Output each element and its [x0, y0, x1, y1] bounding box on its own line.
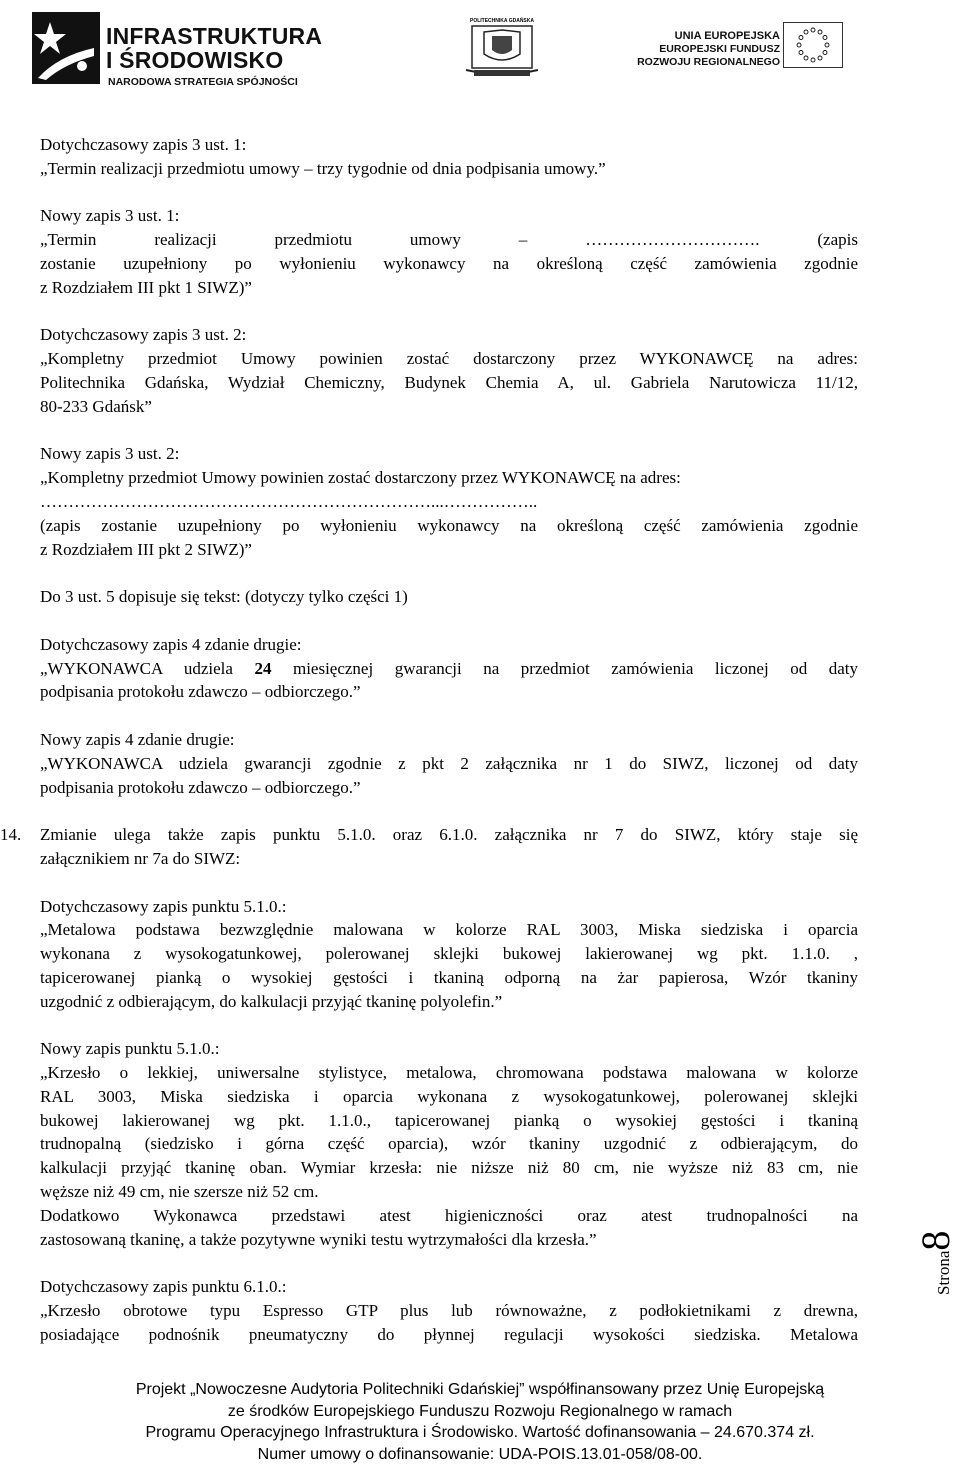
infrastruktura-logo: [28, 8, 323, 88]
text-line: Nowy zapis 3 ust. 2:: [40, 444, 180, 464]
spacer: [40, 799, 858, 823]
footer-line-4: Numer umowy o dofinansowanie: UDA-POIS.13.01-058/08-00.: [257, 1445, 703, 1463]
text-line: „Termin realizacji przedmiotu umowy – trzy tygodnie od dnia podpisania umowy.”: [40, 158, 606, 178]
text-line: 80-233 Gdańsk”: [40, 396, 152, 416]
logo-title-line-2: I ŚRODOWISKO: [106, 47, 284, 73]
text-line: kalkulacji przyjąć tkaninę oban. Wymiar krzesła: nie niższe niż 80 cm, nie wyższe niż 83 cm, nie: [40, 1158, 858, 1178]
list-item-text: [40, 823, 858, 871]
text-line: Nowy zapis 3 ust. 1:: [40, 206, 180, 226]
text-line: Do 3 ust. 5 dopisuje się tekst: (dotyczy tylko części 1): [40, 587, 408, 607]
text-line: (zapis zostanie uzupełniony po wyłonieniu wykonawcy na określoną część zamówienia zgodnie: [40, 515, 858, 535]
spacer: [40, 561, 858, 585]
text-line: posiadające podnośnik pneumatyczny do płynnej regulacji wysokości siedziska. Metalowa: [40, 1324, 858, 1344]
footer-line-2: ze środków Europejskiego Funduszu Rozwoju Regionalnego w ramach: [227, 1402, 733, 1420]
text-line: bukowej lakierowanej wg pkt. 1.1.0., tapicerowanej pianką o wysokiej gęstości i tkaniną: [40, 1110, 858, 1130]
university-seal: [462, 20, 542, 80]
text-line: Politechnika Gdańska, Wydział Chemiczny, Budynek Chemia A, ul. Gabriela Narutowicza 11/12,: [40, 372, 858, 392]
footer-line-3: Programu Operacyjnego Infrastruktura i Środowisko. Wartość dofinansowania – 24.670.374 zł.: [145, 1424, 815, 1441]
text-run: miesięcznej gwarancji na przedmiot zamówienia liczonej od daty: [271, 658, 858, 678]
text-line: „Kompletny przedmiot Umowy powinien zostać dostarczony przez WYKONAWCĘ na adres:: [40, 468, 681, 488]
list-number: 14.: [0, 825, 22, 845]
page-header: [0, 0, 960, 100]
text-line: Dotychczasowy zapis punktu 6.1.0.:: [40, 1277, 287, 1297]
eu-line-1: UNIA EUROPEJSKA: [674, 30, 780, 42]
logo-title-line-1: INFRASTRUKTURA: [106, 23, 323, 49]
footer-line-1: Projekt „Nowoczesne Audytoria Politechniki Gdańskiej” współfinansowany przez Unię Europejską: [135, 1381, 825, 1398]
eu-fund-logo-text: [632, 30, 780, 69]
eu-line-3: ROZWOJU REGIONALNEGO: [637, 56, 780, 68]
text-line: „WYKONAWCA udziela gwarancji zgodnie z pkt 2 załącznika nr 1 do SIWZ, liczonej od daty: [40, 753, 858, 773]
logo-subtitle: NARODOWA STRATEGIA SPÓJNOŚCI: [108, 76, 298, 88]
text-line: podpisania protokołu zdawczo – odbiorczego.”: [40, 777, 361, 797]
text-line: „Metalowa podstawa bezwzględnie malowana w kolorze RAL 3003, Miska siedziska i oparcia: [40, 920, 858, 940]
text-line: Dotychczasowy zapis 3 ust. 2:: [40, 325, 247, 345]
spacer: [40, 181, 858, 205]
text-line: RAL 3003, Miska siedziska i oparcia wykonana z wysokogatunkowej, polerowanej sklejki: [40, 1086, 858, 1106]
text-line: „Krzesło obrotowe typu Espresso GTP plus lub równoważne, z podłokietnikami z drewna,: [40, 1301, 858, 1321]
text-line: załącznikiem nr 7a do SIWZ:: [40, 848, 241, 868]
crest-icon: [462, 20, 542, 80]
page-footer: [0, 1379, 960, 1465]
text-line: Dotychczasowy zapis 3 ust. 1:: [40, 135, 247, 154]
text-line: „Krzesło o lekkiej, uniwersalne stylistyce, metalowa, chromowana podstawa malowana w kolorze: [40, 1063, 858, 1083]
text-line: Nowy zapis 4 zdanie drugie:: [40, 729, 235, 749]
spacer: [40, 1013, 858, 1037]
page-label: Strona: [934, 1250, 953, 1295]
text-line: Zmianie ulega także zapis punktu 5.1.0. oraz 6.1.0. załącznika nr 7 do SIWZ, który staje się: [40, 825, 858, 845]
spacer: [40, 871, 858, 895]
document-body: [0, 133, 858, 1347]
text-line: Dotychczasowy zapis punktu 5.1.0.:: [40, 896, 287, 916]
text-line: z Rozdziałem III pkt 1 SIWZ)”: [40, 277, 252, 297]
text-line: ……………………………………………………………...……………..: [40, 491, 538, 511]
text-line: uzgodnić z odbierającym, do kalkulacji przyjąć tkaninę polyolefin.”: [40, 991, 503, 1011]
text-line: zostanie uzupełniony po wyłonieniu wykonawcy na określoną część zamówienia zgodnie: [40, 253, 858, 273]
text-line-bold-warranty: [40, 657, 858, 681]
logo-title: [106, 24, 322, 72]
star-logo-icon: [28, 8, 104, 88]
spacer: [40, 704, 858, 728]
text-line: zastosowaną tkaninę, a także pozytywne wyniki testu wytrzymałości dla krzesła.”: [40, 1229, 597, 1249]
text-line: Dodatkowo Wykonawca przedstawi atest higieniczności oraz atest trudnopalności na: [40, 1205, 858, 1225]
list-item-14: [0, 823, 858, 871]
text-line: Nowy zapis punktu 5.1.0.:: [40, 1039, 220, 1059]
warranty-months: 24: [254, 658, 272, 678]
eu-line-2: EUROPEJSKI FUNDUSZ: [659, 43, 780, 55]
text-line: „Kompletny przedmiot Umowy powinien zostać dostarczony przez WYKONAWCĘ na adres:: [40, 349, 858, 369]
spacer: [40, 609, 858, 633]
spacer: [40, 300, 858, 324]
text-line: z Rozdziałem III pkt 2 SIWZ)”: [40, 539, 252, 559]
spacer: [40, 419, 858, 443]
eu-flag-icon: [783, 22, 843, 68]
seal-caption: POLITECHNIKA GDAŃSKA: [470, 18, 534, 24]
text-line: Dotychczasowy zapis 4 zdanie drugie:: [40, 634, 302, 654]
text-line: tapicerowanej pianką o wysokiej gęstości i tkaniną odporną na żar papierosa, Wzór tkaniny: [40, 967, 858, 987]
spacer: [40, 1251, 858, 1275]
text-line: wykonana z wysokogatunkowej, polerowanej sklejki bukowej lakierowanej wg pkt. 1.1.0. ,: [40, 944, 858, 964]
page-number-value: 8: [913, 1230, 958, 1251]
text-line: trudnopalną (siedzisko i górna część oparcia), wzór tkaniny uzgodnić z odbierającym, do: [40, 1134, 858, 1154]
text-line: węższe niż 49 cm, nie szersze niż 52 cm.: [40, 1182, 319, 1202]
text-run: „WYKONAWCA udziela: [40, 658, 255, 678]
text-line: podpisania protokołu zdawczo – odbiorczego.”: [40, 682, 361, 702]
text-line: „Termin realizacji przedmiotu umowy – …………………………. (zapis: [40, 230, 858, 250]
page-number: [912, 1231, 959, 1295]
